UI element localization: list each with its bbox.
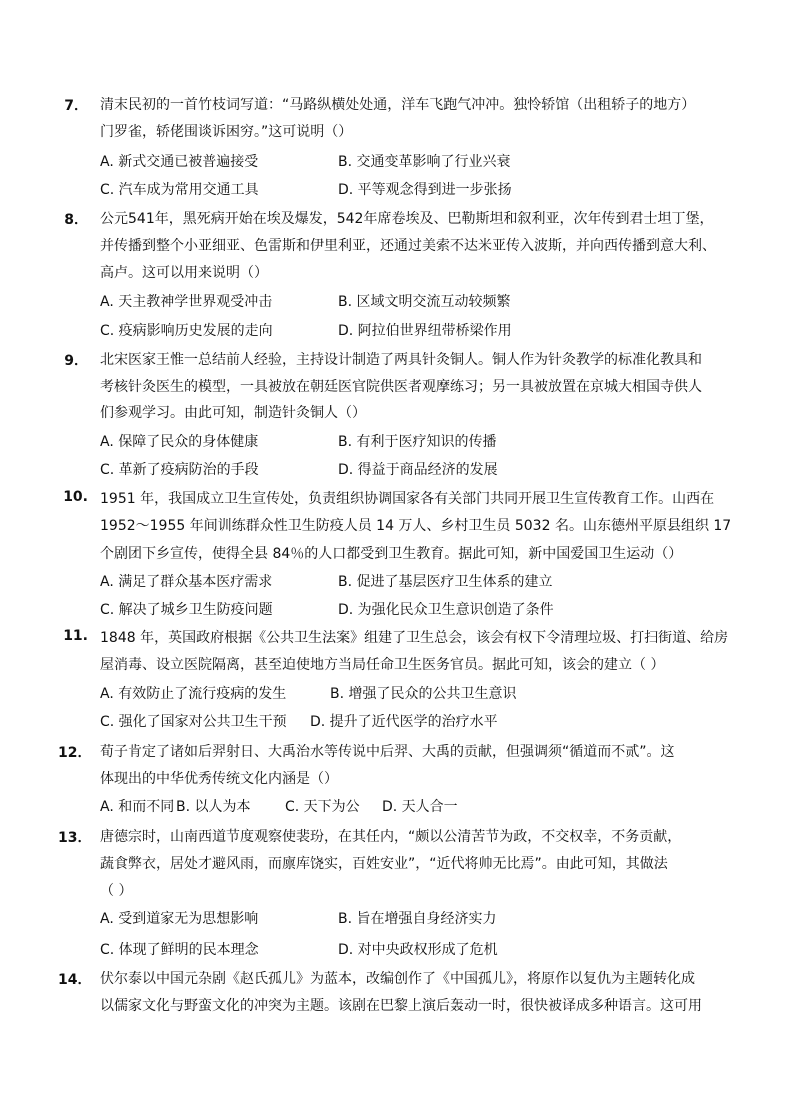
question-8-line-3: 高卢。这可以用来说明（） bbox=[100, 265, 268, 281]
question-12-option-d: D. 天人合一 bbox=[382, 799, 458, 815]
question-13-line-3: （ ） bbox=[100, 883, 133, 899]
question-10-line-1: 1951 年，我国成立卫生宣传处，负责组织协调国家各有关部门共同开展卫生宣传教育工作。山西在 bbox=[100, 491, 715, 507]
question-9-option-c: C. 革新了疫病防治的手段 bbox=[100, 462, 259, 478]
question-9-line-2: 考核针灸医生的模型，一具被放在朝廷医官院供医者观摩练习；另一具被放置在京城大相国寺供人 bbox=[100, 379, 702, 395]
question-8-option-c: C. 疫病影响历史发展的走向 bbox=[100, 323, 273, 339]
question-11-option-a: A. 有效防止了流行疫病的发生 bbox=[100, 686, 287, 702]
question-13-option-d: D. 对中央政权形成了危机 bbox=[338, 942, 498, 958]
question-9-line-3: 们参观学习。由此可知，制造针灸铜人（） bbox=[100, 405, 366, 421]
question-12-number: 12． bbox=[58, 745, 92, 761]
question-11-line-2: 屋消毒、设立医院隔离，甚至迫使地方当局任命卫生医务官员。据此可知，该会的建立（ ） bbox=[100, 657, 665, 673]
question-10-option-c: C. 解决了城乡卫生防疫问题 bbox=[100, 602, 273, 618]
question-9-option-d: D. 得益于商品经济的发展 bbox=[338, 462, 498, 478]
question-7-option-a: A. 新式交通已被普遍接受 bbox=[100, 154, 259, 170]
question-10-line-2: 1952～1955 年间训练群众性卫生防疫人员 14 万人、乡村卫生员 5032 名。山东德州平原县组织 17 bbox=[100, 518, 732, 534]
question-9-option-a: A. 保障了民众的身体健康 bbox=[100, 434, 259, 450]
question-10-option-a: A. 满足了群众基本医疗需求 bbox=[100, 574, 273, 590]
question-12-option-c: C. 天下为公 bbox=[285, 799, 360, 815]
question-8-number: 8． bbox=[64, 212, 88, 228]
question-10-line-3: 个剧团下乡宣传，使得全县 84％的人口都受到卫生教育。据此可知，新中国爱国卫生运动（） bbox=[100, 546, 683, 562]
question-12-line-1: 荀子肯定了诸如后羿射日、大禹治水等传说中后羿、大禹的贡献，但强调须“循道而不贰”。这 bbox=[100, 744, 675, 760]
question-8-option-b: B. 区域文明交流互动较频繁 bbox=[338, 294, 511, 310]
question-11-option-b: B. 增强了民众的公共卫生意识 bbox=[330, 686, 517, 702]
question-13-line-2: 蔬食弊衣，居处才避风雨，而廪库饶实，百姓安业”，“近代将帅无比焉”。由此可知，其做法 bbox=[100, 856, 668, 872]
question-7-option-d: D. 平等观念得到进一步张扬 bbox=[338, 182, 512, 198]
question-7-number: 7． bbox=[64, 98, 88, 114]
question-13-option-b: B. 旨在增强自身经济实力 bbox=[338, 911, 497, 927]
question-8-line-2: 并传播到整个小亚细亚、色雷斯和伊里利亚，还通过美索不达米亚传入波斯，并向西传播到意大利、 bbox=[100, 238, 716, 254]
question-9-number: 9． bbox=[64, 353, 88, 369]
question-7-option-c: C. 汽车成为常用交通工具 bbox=[100, 182, 259, 198]
question-8-option-a: A. 天主教神学世界观受冲击 bbox=[100, 294, 273, 310]
question-10-option-d: D. 为强化民众卫生意识创造了条件 bbox=[338, 602, 554, 618]
question-10-option-b: B. 促进了基层医疗卫生体系的建立 bbox=[338, 574, 553, 590]
question-13-line-1: 唐德宗时，山南西道节度观察使裴玢，在其任内，“颇以公清苦节为政，不交权幸，不务贡献， bbox=[100, 829, 682, 845]
question-9-line-1: 北宋医家王惟一总结前人经验，主持设计制造了两具针灸铜人。铜人作为针灸教学的标准化教具和 bbox=[100, 352, 702, 368]
question-12-line-2: 体现出的中华优秀传统文化内涵是（） bbox=[100, 771, 338, 787]
question-11-line-1: 1848 年，英国政府根据《公共卫生法案》组建了卫生总会，该会有权下令清理垃圾、打扫街道、给房 bbox=[100, 630, 729, 646]
question-14-number: 14． bbox=[58, 972, 92, 988]
question-12-option-b: B. 以人为本 bbox=[176, 799, 251, 815]
question-7-line-1: 清末民初的一首竹枝词写道：“马路纵横处处通，洋车飞跑气冲冲。独怜轿馆（出租轿子的地方） bbox=[100, 97, 696, 113]
question-13-number: 13． bbox=[58, 830, 92, 846]
question-11-option-d: D. 提升了近代医学的治疗水平 bbox=[310, 714, 498, 730]
question-11-number: 11. bbox=[63, 628, 88, 644]
question-9-option-b: B. 有利于医疗知识的传播 bbox=[338, 434, 497, 450]
question-8-line-1: 公元541年，黑死病开始在埃及爆发，542年席卷埃及、巴勒斯坦和叙利亚，次年传到君士坦丁堡， bbox=[100, 211, 714, 227]
question-13-option-c: C. 体现了鲜明的民本理念 bbox=[100, 942, 259, 958]
question-11-option-c: C. 强化了国家对公共卫生干预 bbox=[100, 714, 287, 730]
question-8-option-d: D. 阿拉伯世界纽带桥梁作用 bbox=[338, 323, 512, 339]
question-7-line-2: 门罗雀，轿佬围谈诉困穷。”这可说明（） bbox=[100, 124, 353, 140]
question-10-number: 10. bbox=[63, 489, 88, 505]
question-7-option-b: B. 交通变革影响了行业兴衰 bbox=[338, 154, 511, 170]
question-14-line-1: 伏尔泰以中国元杂剧《赵氏孤儿》为蓝本，改编创作了《中国孤儿》，将原作以复仇为主题转化成 bbox=[100, 971, 695, 987]
question-14-line-2: 以儒家文化与野蛮文化的冲突为主题。该剧在巴黎上演后轰动一时，很快被译成多种语言。这可用 bbox=[100, 998, 702, 1014]
question-12-option-a: A. 和而不同 bbox=[100, 799, 175, 815]
question-13-option-a: A. 受到道家无为思想影响 bbox=[100, 911, 259, 927]
